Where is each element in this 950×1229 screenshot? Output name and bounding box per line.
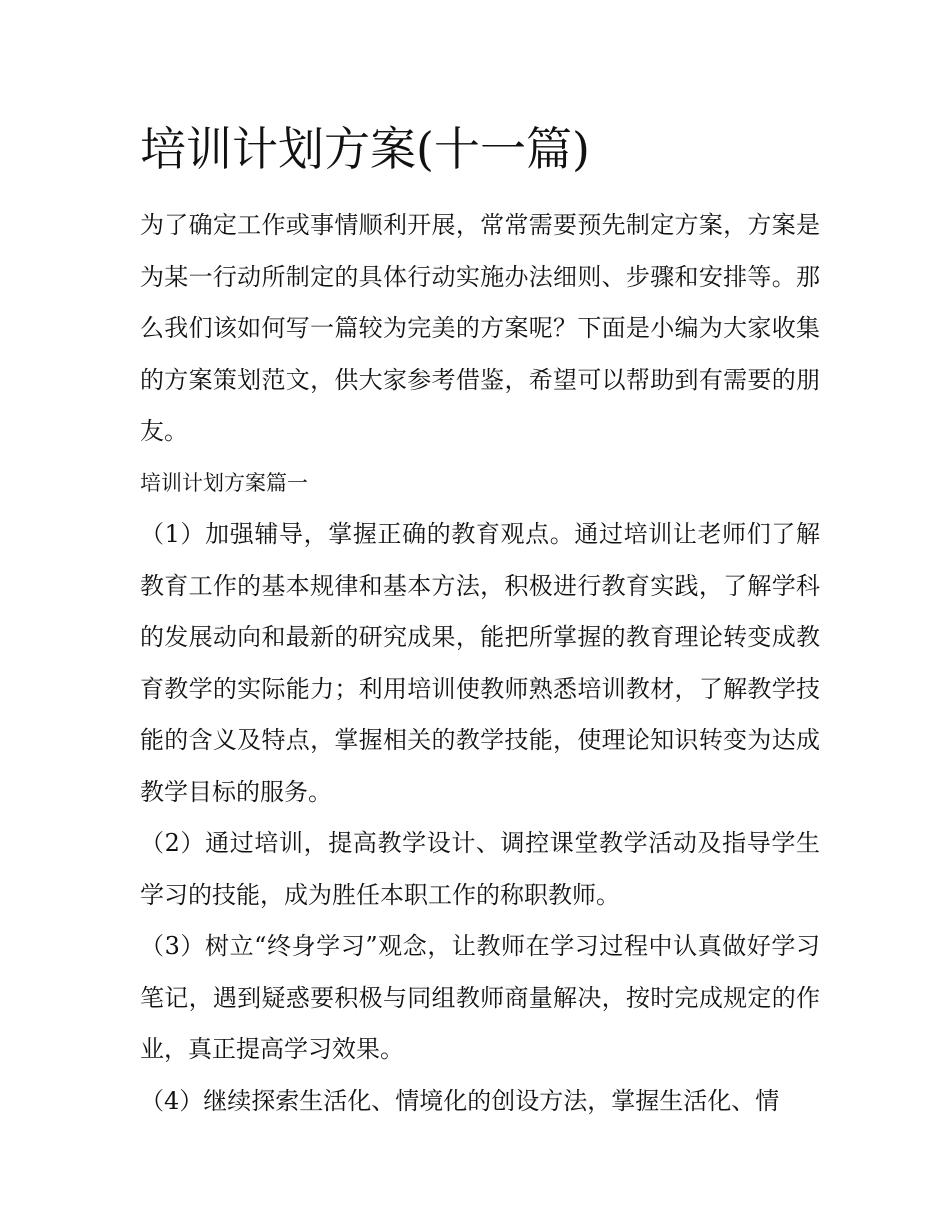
list-item-2: （2）通过培训，提高教学设计、调控课堂教学活动及指导学生学习的技能，成为胜任本职工作的称职教师。 (140, 829, 820, 909)
list-item-4: （4）继续探索生活化、情境化的创设方法，掌握生活化、情 (140, 1086, 780, 1115)
list-item-3: （3）树立“终身学习”观念，让教师在学习过程中认真做好学习笔记，遇到疑惑要积极与同组教师商量解决，按时完成规定的作业，真正提高学习效果。 (140, 932, 820, 1063)
document-page (140, 118, 820, 1127)
intro-paragraph: 为了确定工作或事情顺利开展，常常需要预先制定方案，方案是为某一行动所制定的具体行动实施办法细则、步骤和安排等。那么我们该如何写一篇较为完美的方案呢？下面是小编为大家收集的方案策划范文，供大家参考借鉴，希望可以帮助到有需要的朋友。 (140, 211, 820, 445)
list-item-1: （1）加强辅导，掌握正确的教育观点。通过培训让老师们了解教育工作的基本规律和基本方法，积极进行教育实践，了解学科的发展动向和最新的研究成果，能把所掌握的教育理论转变成教育教学的实际能力；利用培训使教师熟悉培训教材，了解教学技能的含义及特点，掌握相关的教学技能，使理论知识转变为达成教学目标的服务。 (140, 520, 820, 806)
section-heading: 培训计划方案篇一 (140, 470, 308, 495)
document-title: 培训计划方案(十一篇) (140, 122, 590, 176)
